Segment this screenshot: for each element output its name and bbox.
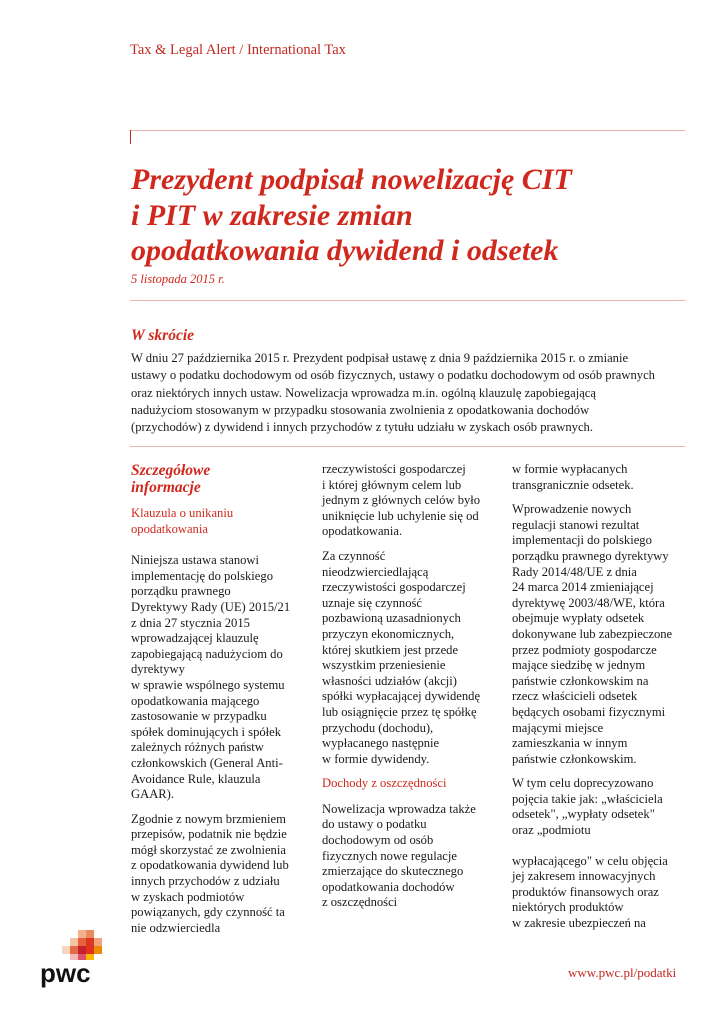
pwc-logo-text: pwc	[40, 958, 91, 988]
text-line: zapobiegającą nadużyciom do	[131, 646, 283, 661]
footer-url-link[interactable]: www.pwc.pl/podatki	[568, 965, 677, 980]
text-line: Niniejsza ustawa stanowi	[131, 553, 260, 568]
title-line-3: opodatkowania dywidend i odsetek	[131, 234, 559, 267]
text-line: wszystkim przeniesienie	[322, 658, 446, 673]
text-line: niektórych produktów	[512, 900, 624, 915]
text-line: Zgodnie z nowym brzmieniem	[131, 811, 286, 826]
text-line: dyrektywy	[131, 662, 185, 677]
text-line: własności udziałów (akcji)	[322, 673, 457, 688]
text-line: porządku prawnego	[131, 584, 231, 599]
summary-line: nadużyciom stosowanym w przypadku stosowania zwolnienia z opodatkowania dochodów	[131, 402, 590, 417]
text-line: przyczyn ekonomicznych,	[322, 626, 455, 641]
text-line: przepisów, podatnik nie będzie	[131, 827, 287, 842]
text-line: lub osiągnięcie przez tę spółkę	[322, 704, 477, 719]
text-line: GAAR).	[131, 787, 175, 802]
text-line: mające siedzibę w jednym	[512, 658, 646, 673]
text-line: wypłacanego następnie	[322, 736, 440, 751]
text-line: której skutkiem jest przede	[322, 642, 459, 657]
savings-income-subheading: Dochody z oszczędności	[322, 776, 447, 791]
text-line: rzeczywistości gospodarczej	[322, 580, 466, 595]
text-line: jej zakresem innowacyjnych	[512, 869, 656, 884]
text-line: Wprowadzenie nowych	[512, 502, 632, 517]
text-line: spółki wypłacającej dywidendę	[322, 689, 481, 704]
page-title	[131, 162, 691, 269]
paragraph	[322, 462, 497, 540]
text-line: mającymi miejsce	[512, 720, 604, 735]
paragraph	[322, 549, 497, 767]
text-line: 24 marca 2014 zmieniającej	[512, 580, 654, 595]
summary-line: (przychodów) z dywidend i innych przychodów z tytułu udziału w zyskach osób prawnych.	[131, 420, 593, 435]
text-line: Nowelizacja wprowadza także	[322, 801, 476, 816]
text-line: regulacji stanowi rezultat	[512, 517, 640, 532]
text-line: Za czynność	[322, 548, 386, 563]
text-line: spółek dominujących i spółek	[131, 724, 282, 739]
text-line: przez podmioty gospodarcze	[512, 642, 657, 657]
summary-line: ustawy o podatku dochodowym od osób fizycznych, ustawy o podatku dochodowym od osób prawnych	[131, 368, 655, 383]
text-line: zależnych różnych państw	[131, 740, 264, 755]
text-line: państwie członkowskim na	[512, 673, 649, 688]
text-line: porządku prawnego dyrektywy	[512, 548, 669, 563]
title-line-1: Prezydent podpisał nowelizację CIT	[131, 163, 572, 196]
text-line: uniknięcie lub uchylenie się od	[322, 508, 479, 523]
text-line: powiązanych, gdy czynność ta	[131, 905, 285, 920]
text-line: w formie dywidendy.	[322, 751, 430, 766]
text-line: Avoidance Rule, klauzula	[131, 771, 261, 786]
text-line: transgranicznie odsetek.	[512, 477, 634, 492]
text-line: w sprawie wspólnego systemu	[131, 677, 285, 692]
text-line: mógł skorzystać ze zwolnienia	[131, 842, 286, 857]
text-line: opodatkowania dochodów	[322, 879, 455, 894]
summary-text	[131, 350, 686, 436]
text-line: zastosowanie w przypadku	[131, 709, 267, 724]
summary-line: W dniu 27 października 2015 r. Prezydent podpisał ustawę z dnia 9 października 2015 r. o zmianie	[131, 351, 629, 365]
text-line: Dyrektywy Rady (UE) 2015/21	[131, 599, 291, 614]
text-line: rzecz właścicieli odsetek	[512, 689, 638, 704]
text-line: dochodowym od osób	[322, 833, 434, 848]
text-line: produktów finansowych oraz	[512, 884, 659, 899]
top-rule	[130, 130, 685, 131]
column-2	[322, 462, 497, 920]
text-line: z opodatkowania dywidend lub	[131, 858, 289, 873]
text-line: wypłacającego" w celu objęcia	[512, 853, 668, 868]
paragraph	[131, 553, 306, 803]
text-line: z oszczędności	[322, 895, 398, 910]
text-line: innych przychodów z udziału	[131, 874, 280, 889]
details-heading	[131, 462, 306, 496]
paragraph	[512, 462, 692, 493]
column-3	[512, 462, 692, 941]
text-line: do ustawy o podatku	[322, 817, 427, 832]
text-line: wprowadzającej klauzulę	[131, 631, 259, 646]
text-line: w zyskach podmiotów	[131, 889, 245, 904]
text-line: fizycznych nowe regulacje	[322, 848, 457, 863]
text-line: odsetek", „wypłaty odsetek"	[512, 807, 655, 822]
text-line: implementacji do polskiego	[512, 533, 652, 548]
subheading-line: opodatkowania	[131, 521, 208, 536]
text-line: i której głównym celem lub	[322, 477, 462, 492]
paragraph	[322, 802, 497, 911]
text-line: dyrektywę 2003/48/WE, która	[512, 595, 665, 610]
text-line: w formie wypłacanych	[512, 462, 628, 476]
text-line: uznaje się czynność	[322, 595, 423, 610]
summary-heading: W skrócie	[131, 327, 195, 344]
text-line: dokonywane lub zabezpieczone	[512, 626, 673, 641]
text-line: oraz „podmiotu	[512, 823, 591, 838]
text-line: państwie członkowskim.	[512, 751, 637, 766]
anti-avoidance-subheading	[131, 506, 306, 537]
text-line: W tym celu doprecyzowano	[512, 776, 654, 791]
pwc-logo	[38, 930, 110, 992]
text-line: zmierzające do skutecznego	[322, 864, 464, 879]
pwc-logo-mark	[38, 930, 110, 992]
paragraph	[512, 502, 692, 767]
text-line: jednym z głównych celów było	[322, 493, 481, 508]
text-line: nie odzwierciedla	[131, 920, 221, 935]
text-line: pojęcia takie jak: „właściciela	[512, 791, 663, 806]
text-line: zamieszkania w innym	[512, 736, 628, 751]
summary-line: oraz niektórych innych ustaw. Nowelizacja wprowadza m.in. ogólną klauzulę zapobiegającą	[131, 385, 596, 400]
text-line: członkowskich (General Anti-	[131, 755, 283, 770]
divider-after-date	[130, 300, 685, 301]
column-1	[131, 462, 306, 945]
text-line: przychodu (dochodu),	[322, 720, 434, 735]
text-line: rzeczywistości gospodarczej	[322, 462, 466, 476]
text-line: opodatkowania mającego	[131, 693, 260, 708]
publication-date: 5 listopada 2015 r.	[131, 272, 225, 286]
text-line: pozbawioną uzasadnionych	[322, 611, 461, 626]
rule-tick	[130, 130, 131, 144]
details-heading-line: Szczegółowe	[131, 462, 211, 479]
text-line: implementację do polskiego	[131, 568, 273, 583]
paragraph	[512, 854, 692, 932]
title-line-2: i PIT w zakresie zmian	[131, 198, 413, 232]
text-line: opodatkowania.	[322, 524, 403, 539]
details-heading-line: informacje	[131, 479, 201, 496]
text-line: obejmuje wypłaty odsetek	[512, 611, 645, 626]
text-line: w zakresie ubezpieczeń na	[512, 916, 646, 931]
text-line: nieodzwierciedlającą	[322, 564, 429, 579]
paragraph	[131, 812, 306, 937]
paragraph	[512, 776, 692, 838]
text-line: z dnia 27 stycznia 2015	[131, 615, 250, 630]
text-line: będących osobami fizycznymi	[512, 704, 666, 719]
subheading-line: Klauzula o unikaniu	[131, 506, 234, 520]
text-line: Rady 2014/48/UE z dnia	[512, 564, 637, 579]
header-breadcrumb: Tax & Legal Alert / International Tax	[130, 42, 346, 58]
divider-after-summary	[130, 446, 685, 447]
